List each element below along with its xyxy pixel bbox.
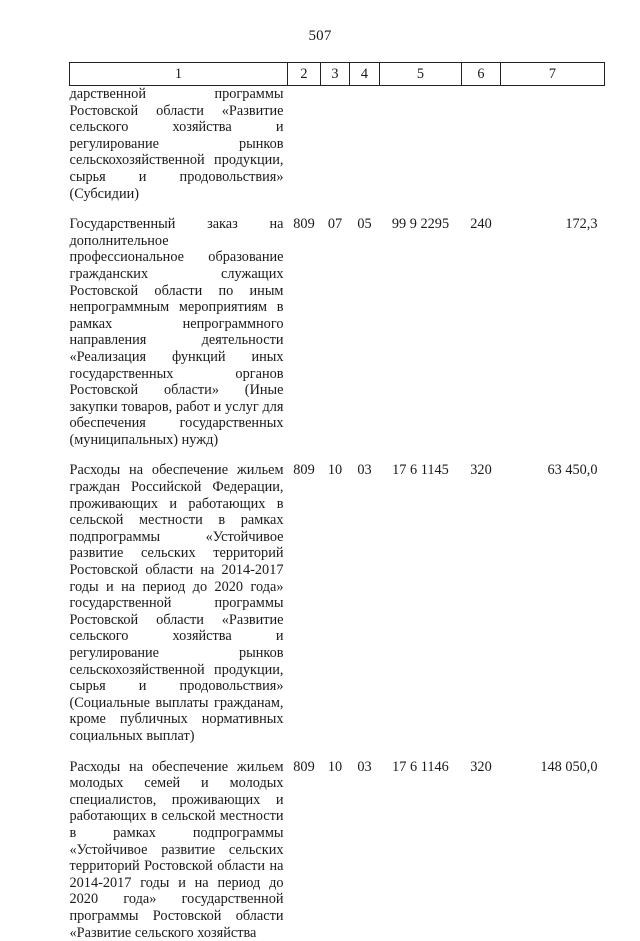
table-row: [70, 216, 605, 448]
row-description: Расходы на обеспечение жильем молодых семей и молодых специалистов, проживающих и работающих в сельской местности в рамках подпрограммы «Устойчивое развитие сельских территорий Ростовской области на 2014-2017 годы и на период до 2020 года» государственной программы Ростовской области «Развитие сельского хозяйства: [69, 758, 284, 941]
row-subsection: 03: [357, 462, 372, 479]
row-description: Государственный заказ на дополнительное профессиональное образование гражданских служащих Ростовской области по иным непрограммным мероприятиям в рамках непрограммного направления деятельности «Реализация функций иных государственных органов Ростовской области» (Иные закупки товаров, работ и услуг для обеспечения государственных (муниципальных) нужд): [69, 216, 284, 448]
row-subsection: [350, 86, 380, 203]
table-row: [70, 759, 605, 941]
row-expense-type: [462, 86, 501, 203]
page-number: 507: [308, 28, 332, 44]
row-ministry: 809: [293, 758, 315, 775]
table-row: [70, 462, 605, 744]
row-ministry: 809: [293, 462, 315, 479]
row-target-article: [380, 86, 462, 203]
row-description: Расходы на обеспечение жильем граждан Российской Федерации, проживающих и работающих в сельской местности в рамках подпрограммы «Устойчивое развитие сельских территорий Ростовской области на 2014-2017 годы и на период до 2020 года» государственной программы Ростовской области «Развитие сельского хозяйства и регулирование рынков сельскохозяйственной продукции, сырья и продовольствия» (Социальные выплаты гражданам, кроме публичных нормативных социальных выплат): [69, 462, 284, 744]
row-subsection: 05: [357, 216, 372, 233]
row-amount: 148 050,0: [540, 758, 598, 775]
row-section: 10: [327, 758, 343, 775]
col-header-5: 5: [380, 63, 462, 86]
row-section: [321, 86, 350, 203]
row-description: дарственной программы Ростовской области «Развитие сельского хозяйства и регулирование рынков сельскохозяйственной продукции, сырья и продовольствия» (Субсидии): [69, 86, 284, 202]
row-target-article: 99 9 2295: [391, 216, 450, 233]
budget-table: [69, 62, 605, 941]
col-header-3: 3: [321, 63, 350, 86]
row-amount: [501, 86, 605, 203]
row-ministry: [288, 86, 321, 203]
row-spacer: [70, 448, 605, 462]
table-row: [70, 86, 605, 203]
row-ministry: 809: [293, 216, 315, 233]
row-target-article: 17 6 1146: [392, 758, 449, 775]
col-header-7: 7: [501, 63, 605, 86]
row-subsection: 03: [357, 758, 372, 775]
row-spacer: [70, 202, 605, 216]
col-header-4: 4: [350, 63, 380, 86]
col-header-2: 2: [288, 63, 321, 86]
row-target-article: 17 6 1145: [392, 462, 449, 479]
row-expense-type: 240: [470, 216, 492, 233]
col-header-6: 6: [462, 63, 501, 86]
col-header-1: 1: [70, 63, 288, 86]
row-section: 10: [327, 462, 343, 479]
row-expense-type: 320: [470, 758, 492, 775]
row-section: 07: [327, 216, 343, 233]
row-amount: 63 450,0: [547, 462, 598, 479]
row-spacer: [70, 745, 605, 759]
row-amount: 172,3: [565, 216, 598, 233]
row-expense-type: 320: [470, 462, 492, 479]
header-row: [70, 63, 605, 86]
